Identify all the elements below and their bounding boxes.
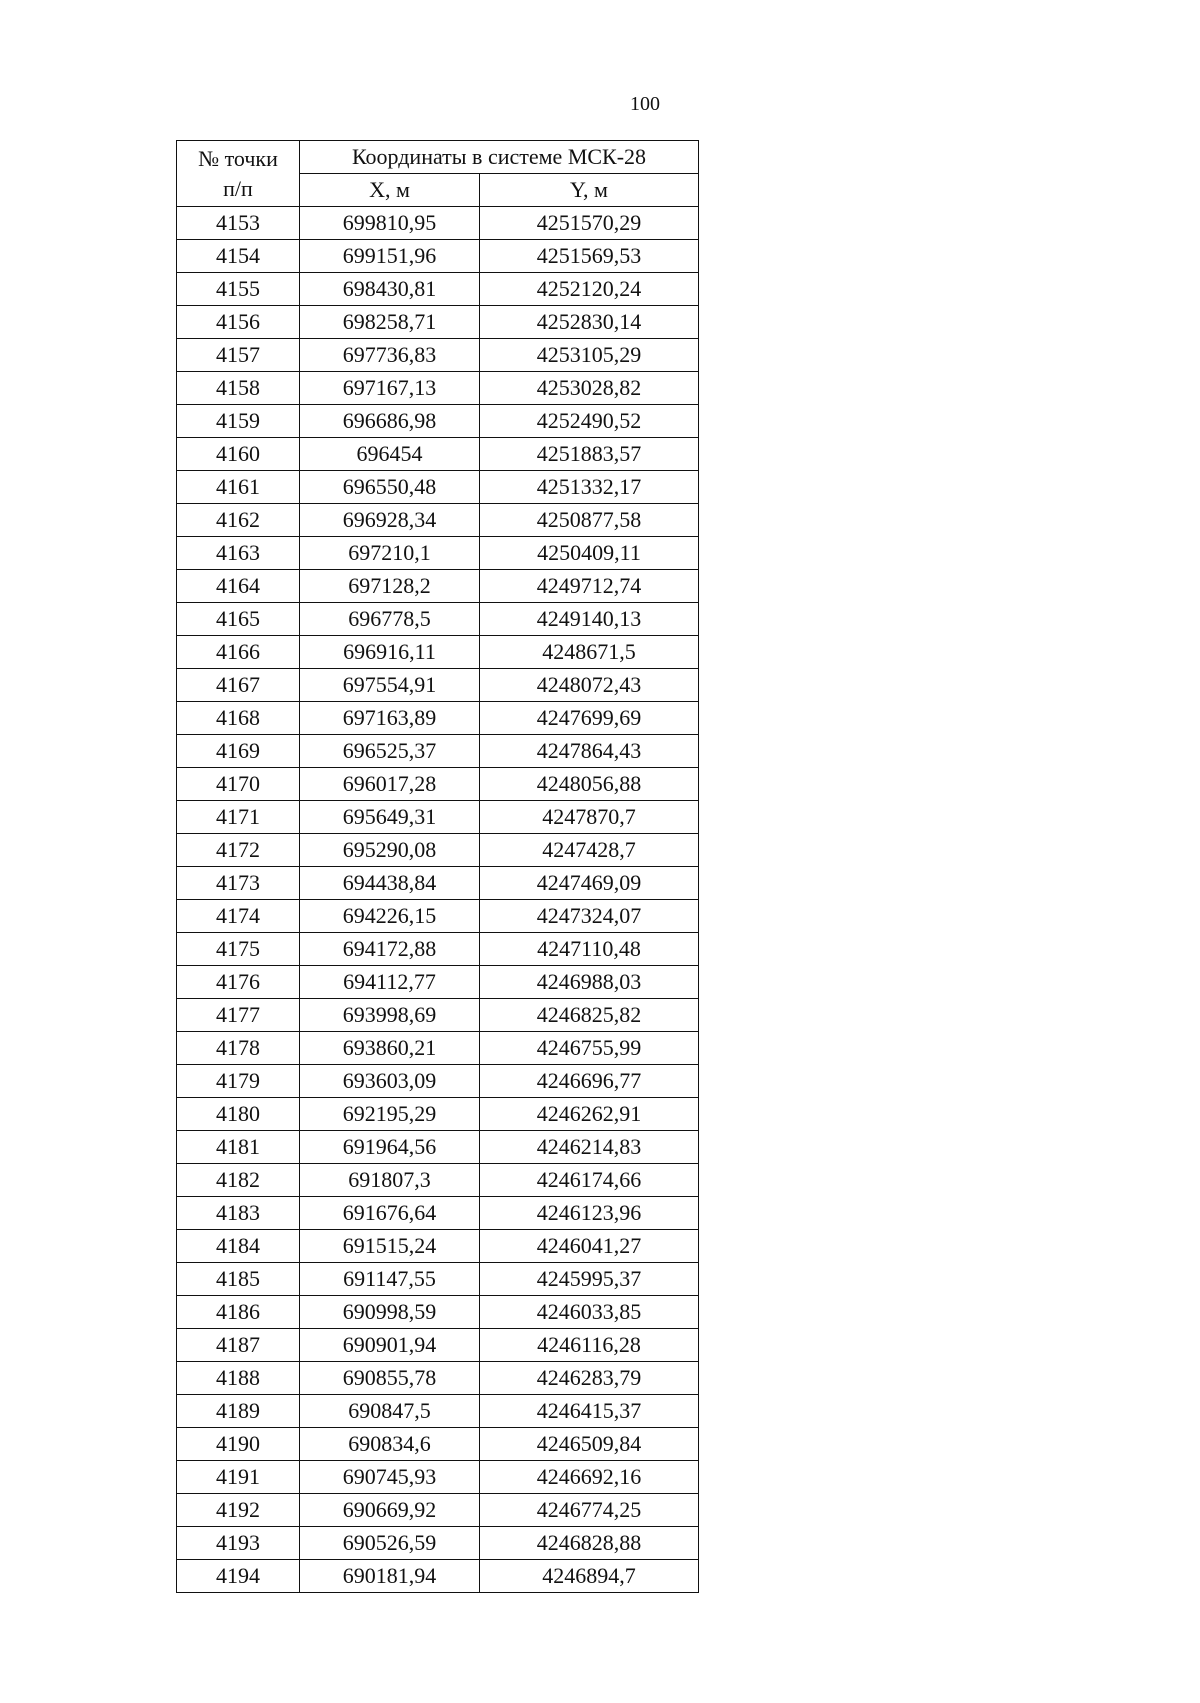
- table-row: [177, 207, 699, 240]
- table-row: [177, 669, 699, 702]
- y-coordinate-cell: 4248072,43: [480, 669, 699, 702]
- x-coordinate-cell: 697163,89: [300, 702, 480, 735]
- table-row: [177, 735, 699, 768]
- x-coordinate-cell: 696928,34: [300, 504, 480, 537]
- point-number-cell: 4156: [177, 306, 300, 339]
- x-coordinate-cell: 697210,1: [300, 537, 480, 570]
- table-row: [177, 1560, 699, 1593]
- point-number-cell: 4193: [177, 1527, 300, 1560]
- x-coordinate-cell: 690669,92: [300, 1494, 480, 1527]
- x-coordinate-cell: 690901,94: [300, 1329, 480, 1362]
- point-number-cell: 4194: [177, 1560, 300, 1593]
- table-row: [177, 768, 699, 801]
- table-row: [177, 1329, 699, 1362]
- x-coordinate-cell: 696525,37: [300, 735, 480, 768]
- table-row: [177, 306, 699, 339]
- x-coordinate-cell: 692195,29: [300, 1098, 480, 1131]
- point-number-header-line2: п/п: [223, 175, 253, 201]
- point-number-cell: 4181: [177, 1131, 300, 1164]
- table-row: [177, 405, 699, 438]
- table-row: [177, 438, 699, 471]
- y-coordinate-cell: 4246825,82: [480, 999, 699, 1032]
- y-coordinate-cell: 4247699,69: [480, 702, 699, 735]
- x-coordinate-cell: 699151,96: [300, 240, 480, 273]
- x-coordinate-cell: 695649,31: [300, 801, 480, 834]
- y-coordinate-cell: 4249140,13: [480, 603, 699, 636]
- y-coordinate-cell: 4247110,48: [480, 933, 699, 966]
- point-number-cell: 4167: [177, 669, 300, 702]
- y-coordinate-cell: 4249712,74: [480, 570, 699, 603]
- y-coordinate-cell: 4246828,88: [480, 1527, 699, 1560]
- y-coordinate-cell: 4245995,37: [480, 1263, 699, 1296]
- x-coordinate-cell: 697167,13: [300, 372, 480, 405]
- x-coordinate-cell: 696017,28: [300, 768, 480, 801]
- point-number-cell: 4159: [177, 405, 300, 438]
- point-number-cell: 4175: [177, 933, 300, 966]
- x-coordinate-cell: 694112,77: [300, 966, 480, 999]
- table-row: [177, 339, 699, 372]
- point-number-cell: 4179: [177, 1065, 300, 1098]
- table-row: [177, 1131, 699, 1164]
- y-coordinate-cell: 4251332,17: [480, 471, 699, 504]
- x-coordinate-cell: 691676,64: [300, 1197, 480, 1230]
- y-coordinate-cell: 4246174,66: [480, 1164, 699, 1197]
- point-number-cell: 4169: [177, 735, 300, 768]
- point-number-cell: 4155: [177, 273, 300, 306]
- point-number-cell: 4166: [177, 636, 300, 669]
- table-row: [177, 1461, 699, 1494]
- table-row: [177, 603, 699, 636]
- y-coordinate-cell: 4247864,43: [480, 735, 699, 768]
- x-coordinate-cell: 698258,71: [300, 306, 480, 339]
- point-number-cell: 4157: [177, 339, 300, 372]
- y-coordinate-cell: 4246988,03: [480, 966, 699, 999]
- y-coordinate-cell: 4246123,96: [480, 1197, 699, 1230]
- table-row: [177, 867, 699, 900]
- point-number-cell: 4191: [177, 1461, 300, 1494]
- table-row: [177, 1032, 699, 1065]
- coordinates-table: [176, 140, 699, 1593]
- y-coordinate-cell: 4247870,7: [480, 801, 699, 834]
- point-number-cell: 4187: [177, 1329, 300, 1362]
- table-row: [177, 1098, 699, 1131]
- x-coordinate-cell: 690855,78: [300, 1362, 480, 1395]
- point-number-cell: 4186: [177, 1296, 300, 1329]
- y-coordinate-cell: 4247469,09: [480, 867, 699, 900]
- table-row: [177, 900, 699, 933]
- point-number-cell: 4185: [177, 1263, 300, 1296]
- point-number-cell: 4164: [177, 570, 300, 603]
- x-coordinate-cell: 697554,91: [300, 669, 480, 702]
- table-row: [177, 702, 699, 735]
- point-number-cell: 4173: [177, 867, 300, 900]
- y-coordinate-cell: 4251569,53: [480, 240, 699, 273]
- y-coordinate-cell: 4246692,16: [480, 1461, 699, 1494]
- x-coordinate-cell: 694438,84: [300, 867, 480, 900]
- x-coordinate-cell: 694226,15: [300, 900, 480, 933]
- point-number-cell: 4177: [177, 999, 300, 1032]
- table-row: [177, 273, 699, 306]
- y-coordinate-cell: 4253105,29: [480, 339, 699, 372]
- y-coordinate-cell: 4246262,91: [480, 1098, 699, 1131]
- page-number: 100: [630, 93, 660, 115]
- x-coordinate-cell: 696778,5: [300, 603, 480, 636]
- point-number-header: [177, 141, 300, 207]
- table-row: [177, 1164, 699, 1197]
- point-number-header-line1: № точки: [198, 145, 278, 171]
- point-number-cell: 4172: [177, 834, 300, 867]
- x-coordinate-cell: 698430,81: [300, 273, 480, 306]
- point-number-cell: 4153: [177, 207, 300, 240]
- y-coordinate-cell: 4247428,7: [480, 834, 699, 867]
- table-row: [177, 1296, 699, 1329]
- point-number-cell: 4184: [177, 1230, 300, 1263]
- table-header: [177, 141, 699, 207]
- table-row: [177, 636, 699, 669]
- table-row: [177, 1428, 699, 1461]
- y-coordinate-cell: 4246696,77: [480, 1065, 699, 1098]
- y-coordinate-cell: 4246116,28: [480, 1329, 699, 1362]
- table-row: [177, 834, 699, 867]
- x-coordinate-cell: 695290,08: [300, 834, 480, 867]
- table-body: [177, 207, 699, 1593]
- table-row: [177, 240, 699, 273]
- y-coordinate-cell: 4246033,85: [480, 1296, 699, 1329]
- x-coordinate-cell: 691147,55: [300, 1263, 480, 1296]
- point-number-cell: 4160: [177, 438, 300, 471]
- x-column-header: X, м: [300, 174, 480, 207]
- table-row: [177, 1263, 699, 1296]
- y-coordinate-cell: 4248671,5: [480, 636, 699, 669]
- point-number-cell: 4170: [177, 768, 300, 801]
- table-row: [177, 801, 699, 834]
- table-row: [177, 1362, 699, 1395]
- y-coordinate-cell: 4252490,52: [480, 405, 699, 438]
- y-coordinate-cell: 4250409,11: [480, 537, 699, 570]
- x-coordinate-cell: 696550,48: [300, 471, 480, 504]
- y-coordinate-cell: 4250877,58: [480, 504, 699, 537]
- point-number-cell: 4176: [177, 966, 300, 999]
- table-row: [177, 1527, 699, 1560]
- y-coordinate-cell: 4246755,99: [480, 1032, 699, 1065]
- x-coordinate-cell: 693998,69: [300, 999, 480, 1032]
- x-coordinate-cell: 693860,21: [300, 1032, 480, 1065]
- point-number-cell: 4161: [177, 471, 300, 504]
- point-number-cell: 4171: [177, 801, 300, 834]
- x-coordinate-cell: 691807,3: [300, 1164, 480, 1197]
- point-number-cell: 4188: [177, 1362, 300, 1395]
- x-coordinate-cell: 696686,98: [300, 405, 480, 438]
- table-row: [177, 372, 699, 405]
- point-number-cell: 4192: [177, 1494, 300, 1527]
- y-coordinate-cell: 4246894,7: [480, 1560, 699, 1593]
- table-row: [177, 966, 699, 999]
- point-number-cell: 4158: [177, 372, 300, 405]
- point-number-cell: 4189: [177, 1395, 300, 1428]
- y-coordinate-cell: 4247324,07: [480, 900, 699, 933]
- table-row: [177, 1197, 699, 1230]
- x-coordinate-cell: 690526,59: [300, 1527, 480, 1560]
- y-coordinate-cell: 4246214,83: [480, 1131, 699, 1164]
- x-coordinate-cell: 693603,09: [300, 1065, 480, 1098]
- y-coordinate-cell: 4251570,29: [480, 207, 699, 240]
- table-row: [177, 1395, 699, 1428]
- x-coordinate-cell: 699810,95: [300, 207, 480, 240]
- x-coordinate-cell: 691515,24: [300, 1230, 480, 1263]
- table-row: [177, 537, 699, 570]
- table-row: [177, 933, 699, 966]
- x-coordinate-cell: 696454: [300, 438, 480, 471]
- table-row: [177, 999, 699, 1032]
- y-coordinate-cell: 4246283,79: [480, 1362, 699, 1395]
- x-coordinate-cell: 694172,88: [300, 933, 480, 966]
- y-coordinate-cell: 4246415,37: [480, 1395, 699, 1428]
- y-coordinate-cell: 4246774,25: [480, 1494, 699, 1527]
- y-coordinate-cell: 4252830,14: [480, 306, 699, 339]
- point-number-cell: 4165: [177, 603, 300, 636]
- point-number-cell: 4162: [177, 504, 300, 537]
- x-coordinate-cell: 696916,11: [300, 636, 480, 669]
- x-coordinate-cell: 697736,83: [300, 339, 480, 372]
- x-coordinate-cell: 691964,56: [300, 1131, 480, 1164]
- point-number-cell: 4174: [177, 900, 300, 933]
- y-coordinate-cell: 4246509,84: [480, 1428, 699, 1461]
- x-coordinate-cell: 690834,6: [300, 1428, 480, 1461]
- y-column-header: Y, м: [480, 174, 699, 207]
- table-row: [177, 1065, 699, 1098]
- y-coordinate-cell: 4248056,88: [480, 768, 699, 801]
- table-row: [177, 1494, 699, 1527]
- table-row: [177, 570, 699, 603]
- coordinates-group-header: Координаты в системе МСК-28: [300, 141, 699, 174]
- x-coordinate-cell: 697128,2: [300, 570, 480, 603]
- point-number-cell: 4180: [177, 1098, 300, 1131]
- table-row: [177, 471, 699, 504]
- y-coordinate-cell: 4251883,57: [480, 438, 699, 471]
- point-number-cell: 4154: [177, 240, 300, 273]
- x-coordinate-cell: 690847,5: [300, 1395, 480, 1428]
- table-row: [177, 1230, 699, 1263]
- table-row: [177, 504, 699, 537]
- y-coordinate-cell: 4253028,82: [480, 372, 699, 405]
- x-coordinate-cell: 690998,59: [300, 1296, 480, 1329]
- point-number-cell: 4168: [177, 702, 300, 735]
- y-coordinate-cell: 4252120,24: [480, 273, 699, 306]
- point-number-cell: 4182: [177, 1164, 300, 1197]
- header-row-1: [177, 141, 699, 174]
- y-coordinate-cell: 4246041,27: [480, 1230, 699, 1263]
- point-number-cell: 4163: [177, 537, 300, 570]
- x-coordinate-cell: 690181,94: [300, 1560, 480, 1593]
- point-number-cell: 4190: [177, 1428, 300, 1461]
- point-number-cell: 4183: [177, 1197, 300, 1230]
- point-number-cell: 4178: [177, 1032, 300, 1065]
- x-coordinate-cell: 690745,93: [300, 1461, 480, 1494]
